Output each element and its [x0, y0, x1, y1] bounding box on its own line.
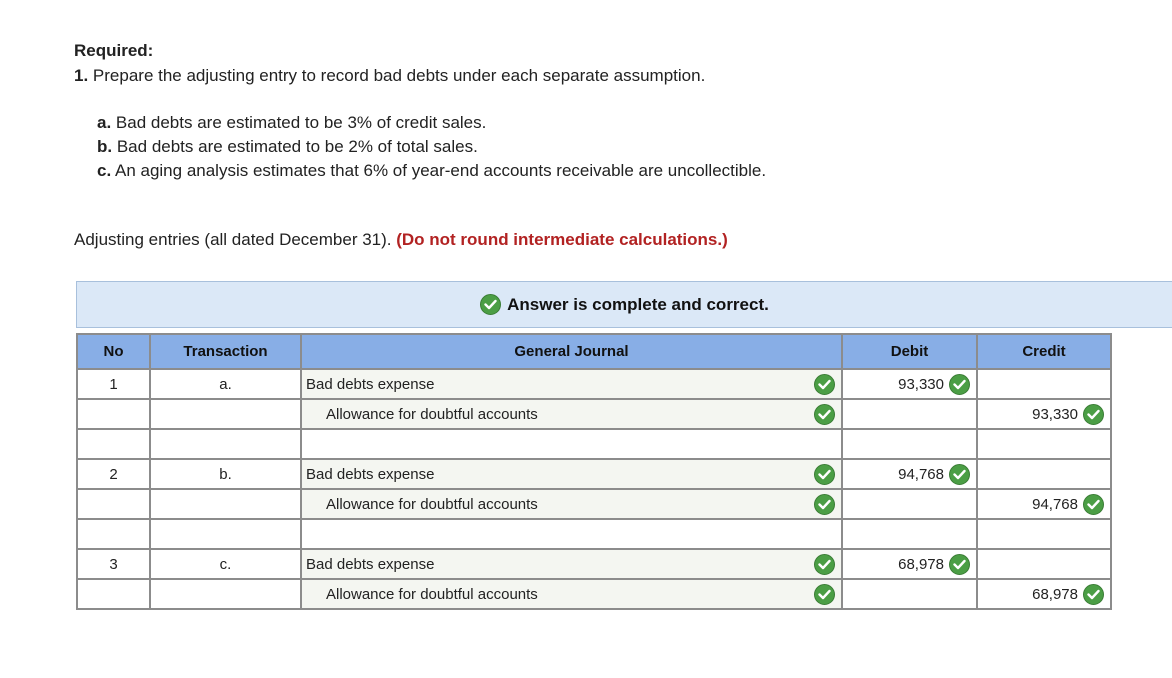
answer-status-text: Answer is complete and correct.: [507, 294, 769, 314]
cell-credit[interactable]: [977, 489, 1111, 519]
assumption-text: Bad debts are estimated to be 2% of total sales.: [116, 137, 478, 156]
cell-transaction: [150, 429, 301, 459]
required-instruction-text: Prepare the adjusting entry to record bad debts under each separate assumption.: [92, 66, 706, 85]
check-circle-icon: [814, 554, 835, 575]
cell-debit: [842, 579, 977, 609]
cell-account: [301, 519, 842, 549]
table-row: [77, 579, 1111, 609]
assumption-a: [97, 113, 486, 133]
cell-credit: [977, 549, 1111, 579]
header-general-journal: General Journal: [301, 334, 842, 369]
cell-account[interactable]: [301, 579, 842, 609]
cell-transaction: c.: [150, 549, 301, 579]
account-name: Bad debts expense: [306, 555, 435, 573]
cell-transaction: [150, 579, 301, 609]
account-name: Bad debts expense: [306, 465, 435, 483]
cell-account: [301, 429, 842, 459]
cell-debit: [842, 429, 977, 459]
table-row: [77, 459, 1111, 489]
check-circle-icon: [1083, 494, 1104, 515]
assumption-text: An aging analysis estimates that 6% of year-end accounts receivable are uncollectible.: [114, 161, 767, 180]
cell-account[interactable]: [301, 549, 842, 579]
cell-debit: [842, 489, 977, 519]
cell-credit: [977, 459, 1111, 489]
credit-amount: 68,978: [1032, 585, 1078, 603]
cell-transaction: a.: [150, 369, 301, 399]
required-heading: Required:: [74, 41, 154, 60]
cell-credit: [977, 369, 1111, 399]
header-debit: Debit: [842, 334, 977, 369]
cell-debit[interactable]: [842, 549, 977, 579]
cell-account[interactable]: [301, 399, 842, 429]
assumption-letter: c.: [97, 161, 112, 180]
credit-amount: 93,330: [1032, 405, 1078, 423]
check-circle-icon: [814, 464, 835, 485]
cell-no: 3: [77, 549, 150, 579]
table-header-row: [77, 334, 1111, 369]
assumption-c: [97, 161, 766, 181]
cell-transaction: [150, 519, 301, 549]
debit-amount: 93,330: [898, 375, 944, 393]
cell-debit[interactable]: [842, 369, 977, 399]
table-row: [77, 429, 1111, 459]
check-circle-icon: [814, 374, 835, 395]
assumption-text: Bad debts are estimated to be 3% of credit sales.: [115, 113, 487, 132]
cell-transaction: [150, 399, 301, 429]
rounding-note: (Do not round intermediate calculations.): [396, 230, 728, 249]
table-row: [77, 519, 1111, 549]
cell-debit[interactable]: [842, 459, 977, 489]
debit-amount: 68,978: [898, 555, 944, 573]
assumption-letter: a.: [97, 113, 112, 132]
account-name: Allowance for doubtful accounts: [326, 405, 538, 423]
assumption-b: [97, 137, 478, 157]
cell-no: [77, 579, 150, 609]
cell-account[interactable]: [301, 459, 842, 489]
account-name: Allowance for doubtful accounts: [326, 495, 538, 513]
check-circle-icon: [1083, 404, 1104, 425]
debit-amount: 94,768: [898, 465, 944, 483]
cell-credit[interactable]: [977, 579, 1111, 609]
table-row: [77, 489, 1111, 519]
header-credit: Credit: [977, 334, 1111, 369]
cell-no: 2: [77, 459, 150, 489]
cell-debit: [842, 399, 977, 429]
account-name: Bad debts expense: [306, 375, 435, 393]
cell-credit[interactable]: [977, 399, 1111, 429]
table-row: [77, 549, 1111, 579]
cell-no: 1: [77, 369, 150, 399]
check-circle-icon: [949, 374, 970, 395]
cell-transaction: b.: [150, 459, 301, 489]
check-circle-icon: [814, 494, 835, 515]
check-circle-icon: [949, 464, 970, 485]
check-circle-icon: [814, 584, 835, 605]
header-no: No: [77, 334, 150, 369]
answer-status-banner: [76, 281, 1172, 328]
table-row: [77, 369, 1111, 399]
assumption-letter: b.: [97, 137, 113, 156]
cell-account[interactable]: [301, 489, 842, 519]
cell-no: [77, 519, 150, 549]
cell-credit: [977, 519, 1111, 549]
account-name: Allowance for doubtful accounts: [326, 585, 538, 603]
check-circle-icon: [1083, 584, 1104, 605]
cell-credit: [977, 429, 1111, 459]
check-circle-icon: [814, 404, 835, 425]
adjusting-entries-label: [74, 230, 728, 250]
cell-transaction: [150, 489, 301, 519]
check-circle-icon: [949, 554, 970, 575]
cell-account[interactable]: [301, 369, 842, 399]
adjusting-label-text: Adjusting entries (all dated December 31).: [74, 230, 392, 249]
required-instruction: [74, 66, 705, 86]
cell-debit: [842, 519, 977, 549]
cell-no: [77, 399, 150, 429]
required-number: 1.: [74, 66, 89, 85]
cell-no: [77, 429, 150, 459]
check-circle-icon: [480, 294, 501, 315]
credit-amount: 94,768: [1032, 495, 1078, 513]
header-transaction: Transaction: [150, 334, 301, 369]
cell-no: [77, 489, 150, 519]
table-row: [77, 399, 1111, 429]
general-journal-table: [76, 333, 1112, 610]
